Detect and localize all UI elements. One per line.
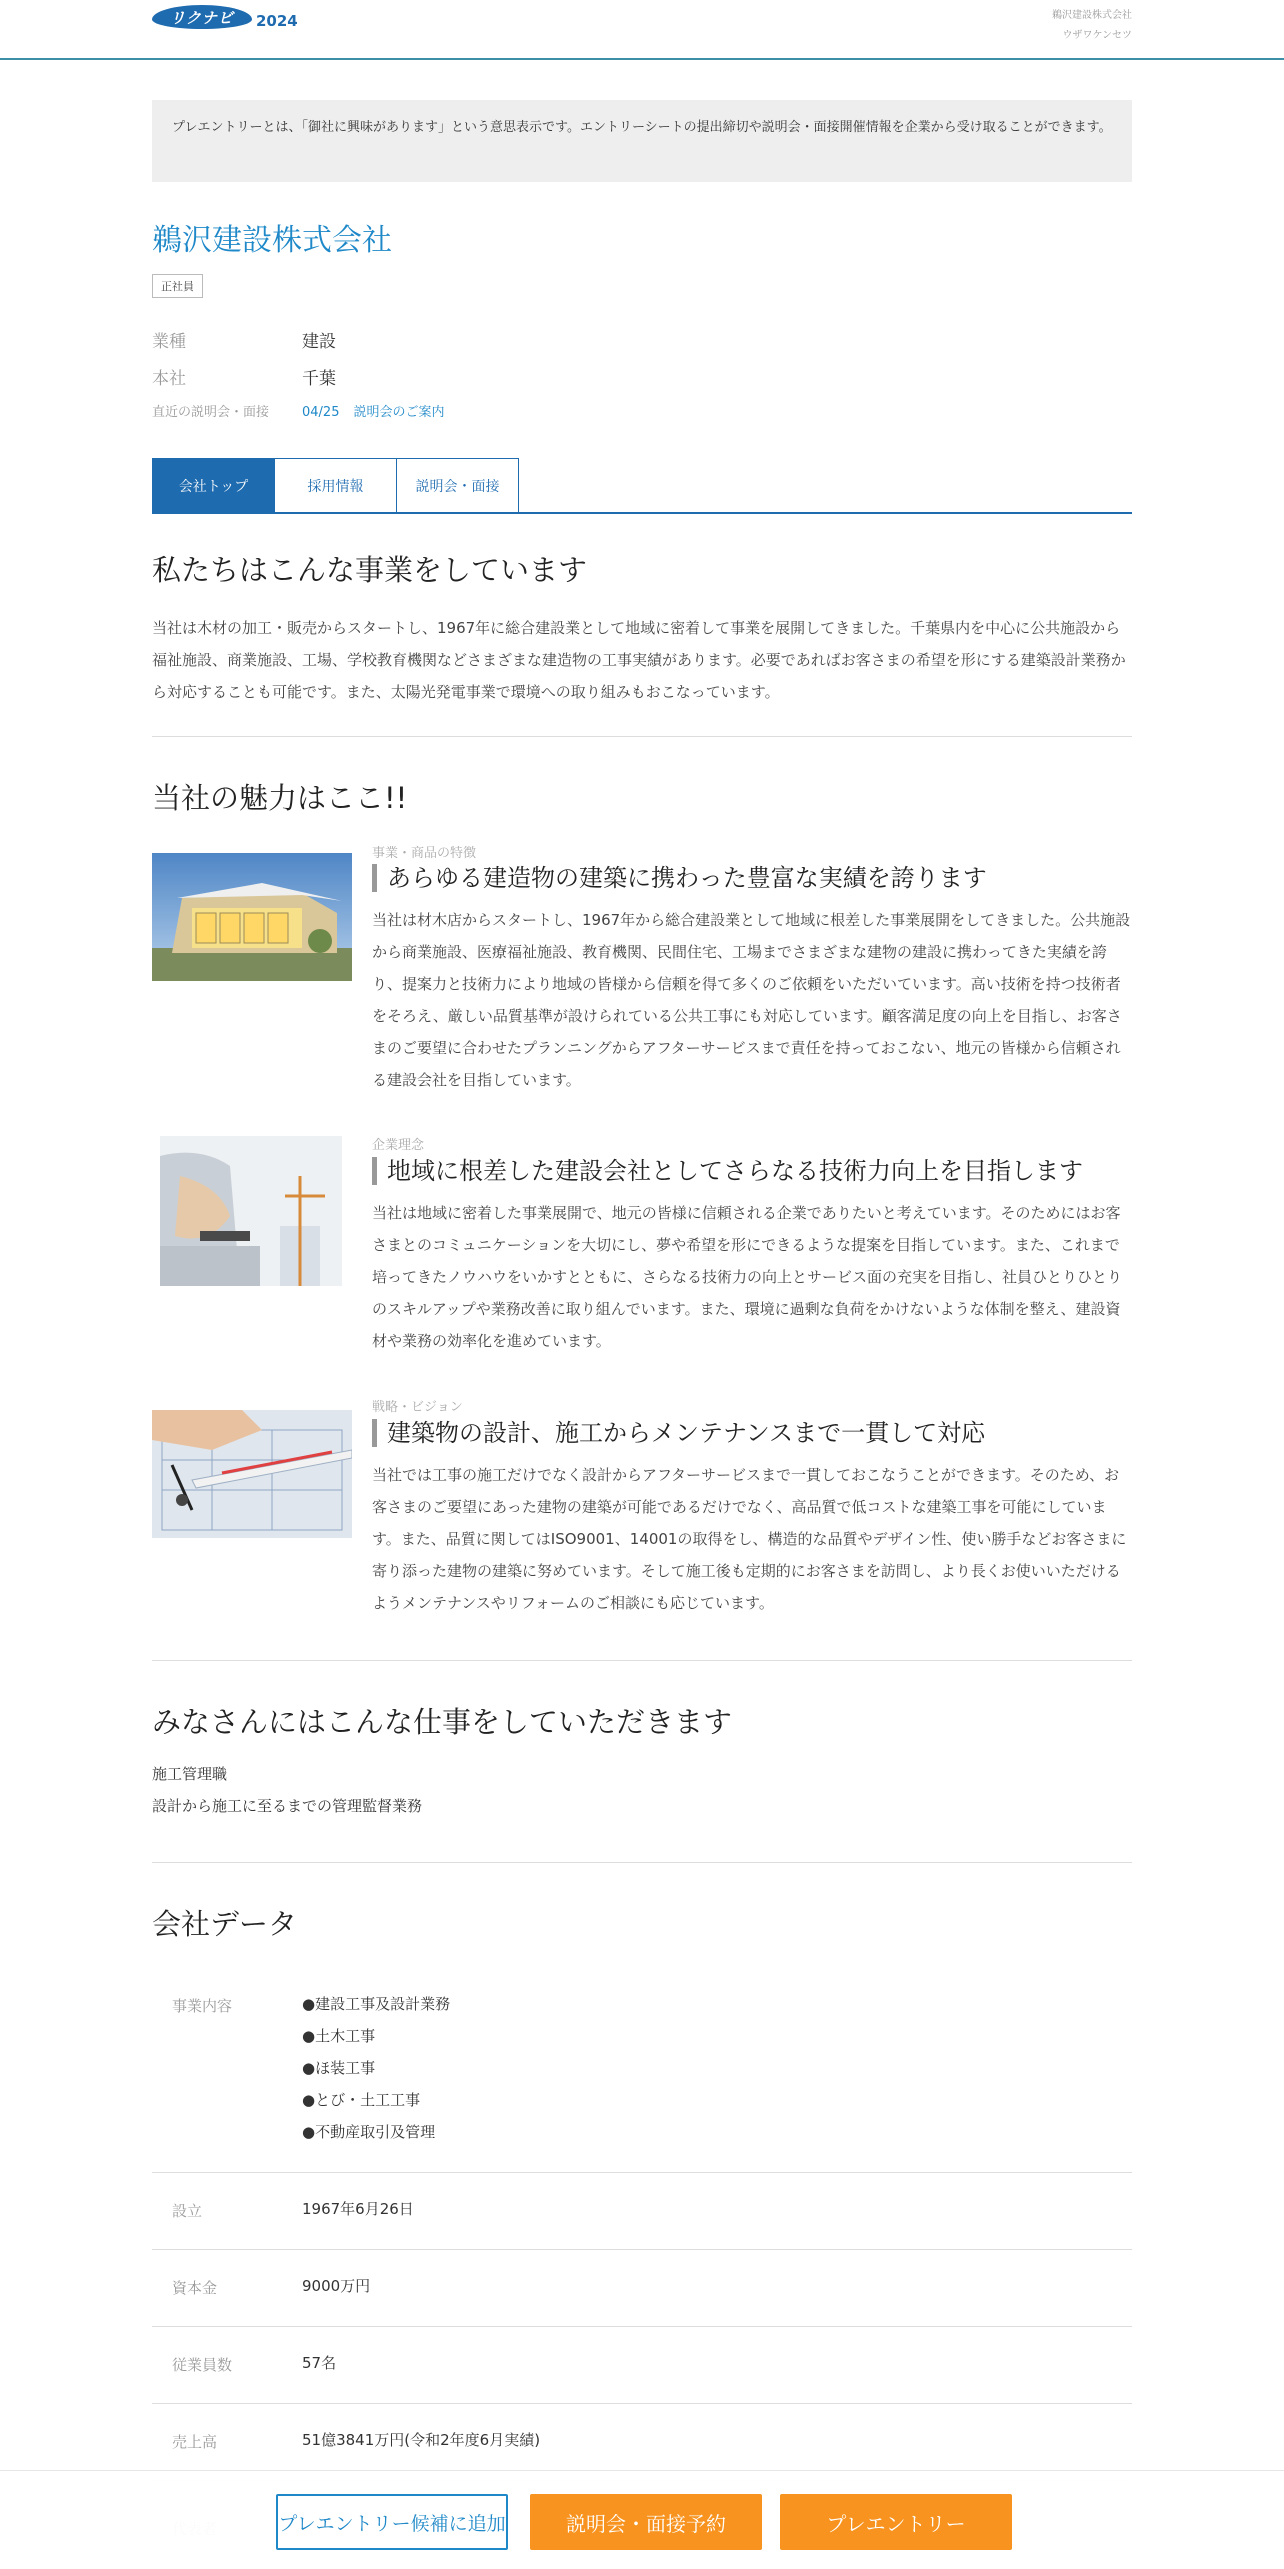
logo-mark: リクナビ (152, 5, 252, 29)
divider (152, 1862, 1132, 1863)
worker-photo (160, 1136, 342, 1286)
data-row-capital (152, 2249, 1132, 2327)
data-value: 51億3841万円(令和2年度6月実績) (302, 2431, 541, 2449)
data-value (302, 1988, 450, 2148)
business-line: ●不動産取引及管理 (302, 2123, 436, 2141)
company-name: 鵜沢建設株式会社 (152, 223, 392, 258)
seminar-link[interactable]: 説明会のご案内 (353, 405, 445, 420)
blueprint-photo (152, 1410, 352, 1538)
hq-value: 千葉 (302, 369, 336, 389)
seminar-date[interactable]: 04/25 (302, 405, 340, 420)
reserve-seminar-button[interactable]: 説明会・面接予約 (530, 2494, 762, 2550)
data-row-founded (152, 2172, 1132, 2250)
industry-label: 業種 (152, 332, 186, 352)
data-row-employees (152, 2326, 1132, 2404)
feature-title: 建築物の設計、施工からメンテナンスまで一貫して対応 (372, 1419, 985, 1447)
divider (152, 736, 1132, 737)
business-heading: 私たちはこんな事業をしています (152, 553, 588, 587)
feature-body: 当社では工事の施工だけでなく設計からアフターサービスまで一貫しておこなうことができます。そのため、お客さまのご要望にあった建物の建築が可能であるだけでなく、高品質で低コストな建築工事を可能にしています。また、品質に関してはISO9001、14001の取得をし、構造的な品質やデザイン性、使い勝手などお客さまに寄り添った建物の建築に努めています。そして施工後も定期的にお客さまを訪問し、より長くお使いいただけるようメンテナンスやリフォームのご相談にも応じています。 (372, 1466, 1127, 1612)
tab-recruitment[interactable]: 採用情報 (274, 458, 397, 512)
seminar-value (302, 401, 444, 420)
feature-category: 企業理念 (372, 1138, 425, 1153)
feature-category: 事業・商品の特徴 (372, 846, 477, 861)
feature-title: 地域に根差した建設会社としてさらなる技術力向上を目指します (372, 1157, 1083, 1185)
company-data-heading: 会社データ (152, 1907, 298, 1941)
feature-body: 当社は材木店からスタートし、1967年から総合建設業として地域に根差した事業展開をしてきました。公共施設から商業施設、医療福祉施設、教育機関、民間住宅、工場までさまざまな建物の建設に携わってきた実績を誇り、提案力と技術力により地域の皆様から信頼を得て多くのご依頼をいただいています。高い技術を持つ技術者をそろえ、厳しい品質基準が設けられている公共工事にも対応しています。顧客満足度の向上を目指し、お客さまのご要望に合わせたプランニングからアフターサービスまで責任を持っておこない、地元の皆様から信頼される建設会社を目指しています。 (372, 911, 1131, 1089)
header-company-name: 鵜沢建設株式会社 (1052, 10, 1132, 21)
feature-body: 当社は地域に密着した事業展開で、地元の皆様に信頼される企業でありたいと考えています。そのためにはお客さまとのコミュニケーションを大切にし、夢や希望を形にできるような提案を目指しています。また、これまで培ってきたノウハウをいかすとともに、さらなる技術力の向上とサービス面の充実を目指し、社員ひとりひとりのスキルアップや業務改善に取り組んでいます。また、環境に過剰な負荷をかけないような体制を整え、建設資材や業務の効率化を進めています。 (372, 1204, 1123, 1350)
job-list (152, 1758, 422, 1822)
business-line: ●建設工事及設計業務 (302, 1995, 451, 2013)
employment-badge: 正社員 (152, 274, 203, 298)
data-value: 9000万円 (302, 2277, 371, 2295)
seminar-label: 直近の説明会・面接 (152, 405, 270, 420)
action-bar (0, 2470, 1284, 2569)
data-label: 事業内容 (172, 1997, 233, 2015)
header-company (1052, 6, 1132, 46)
tab-seminar[interactable]: 説明会・面接 (396, 458, 519, 512)
site-logo[interactable] (152, 4, 298, 30)
logo-year: 2024 (256, 12, 298, 30)
company-tabs (152, 458, 1132, 514)
hq-label: 本社 (152, 369, 186, 389)
business-line: ●ほ装工事 (302, 2059, 376, 2077)
appeal-heading: 当社の魅力はここ!! (152, 781, 408, 815)
building-photo (152, 853, 352, 981)
preentry-notice: プレエントリーとは、「御社に興味があります」という意思表示です。エントリーシートの提出締切や説明会・面接開催情報を企業から受け取ることができます。 (152, 100, 1132, 182)
industry-value: 建設 (302, 332, 336, 352)
site-header (0, 0, 1284, 60)
data-value: 57名 (302, 2354, 337, 2372)
job-description: 設計から施工に至るまでの管理監督業務 (152, 1797, 423, 1815)
divider (152, 1660, 1132, 1661)
job-title: 施工管理職 (152, 1765, 228, 1783)
data-row-business (152, 1975, 1132, 2173)
business-text: 当社は木材の加工・販売からスタートし、1967年に総合建設業として地域に密着して事業を展開してきました。千葉県内を中心に公共施設から福祉施設、商業施設、工場、学校教育機関などさまざまな建造物の工事実績があります。必要であればお客さまの希望を形にする建築設計業務から対応することも可能です。また、太陽光発電事業で環境への取り組みもおこなっています。 (152, 619, 1126, 701)
data-label: 売上高 (172, 2433, 218, 2451)
data-label: 従業員数 (172, 2356, 233, 2374)
business-line: ●土木工事 (302, 2027, 376, 2045)
preentry-button[interactable]: プレエントリー (780, 2494, 1012, 2550)
business-line: ●とび・土工工事 (302, 2091, 421, 2109)
data-value: 1967年6月26日 (302, 2200, 414, 2218)
work-heading: みなさんにはこんな仕事をしていただきます (152, 1705, 733, 1739)
data-label: 設立 (172, 2202, 203, 2220)
header-company-kana: ウザワケンセツ (1062, 30, 1132, 41)
feature-category: 戦略・ビジョン (372, 1400, 463, 1415)
tab-company-top[interactable]: 会社トップ (152, 458, 275, 512)
add-candidate-button[interactable]: プレエントリー候補に追加 (276, 2494, 508, 2550)
feature-title: あらゆる建造物の建築に携わった豊富な実績を誇ります (372, 864, 987, 892)
data-label: 資本金 (172, 2279, 218, 2297)
